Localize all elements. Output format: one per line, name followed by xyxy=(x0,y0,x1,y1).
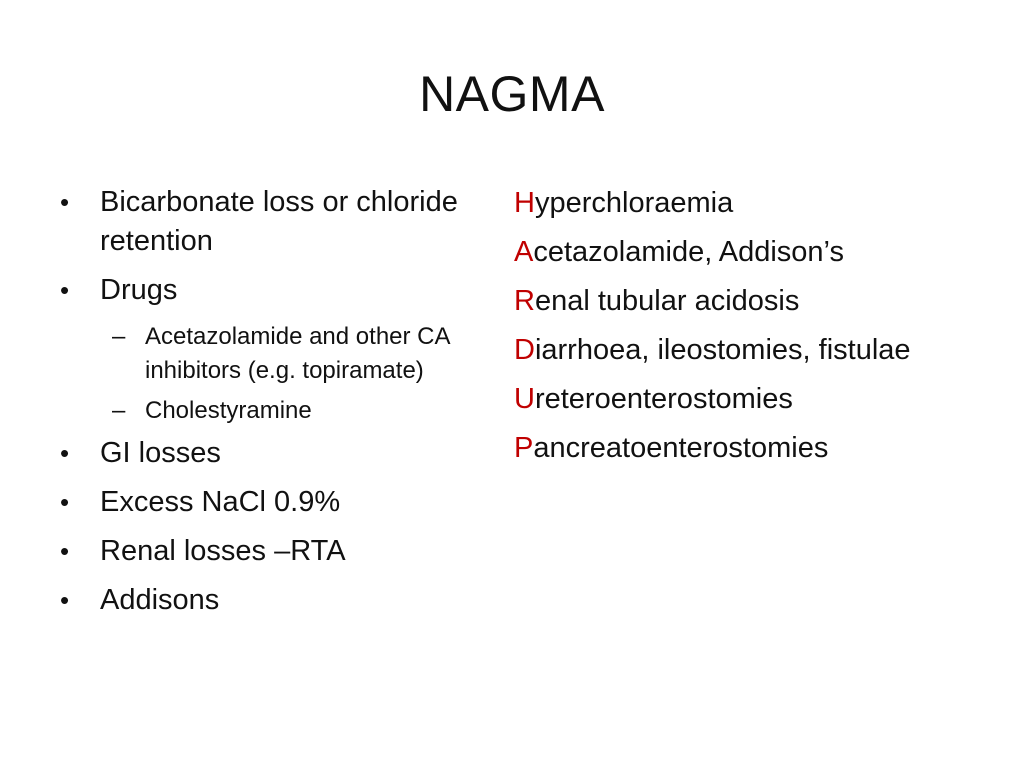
bullet-marker: • xyxy=(60,585,70,615)
mnemonic-text: yperchloraemia xyxy=(534,187,734,219)
mnemonic-letter: U xyxy=(514,383,535,415)
mnemonic-letter: A xyxy=(514,236,534,268)
mnemonic-letter: H xyxy=(514,187,535,219)
sub-bullet-text: Cholestyramine xyxy=(145,397,312,424)
mnemonic-text: cetazolamide, Addison’s xyxy=(533,236,844,268)
mnemonic-list xyxy=(514,183,1014,477)
mnemonic-line xyxy=(514,232,1014,272)
bullet-item xyxy=(56,271,476,310)
mnemonic-text: reteroenterostomies xyxy=(534,383,793,415)
sub-bullet-item xyxy=(56,320,476,388)
bullet-marker: • xyxy=(60,438,70,468)
mnemonic-letter: R xyxy=(514,285,535,317)
bullet-item xyxy=(56,434,476,473)
mnemonic-line xyxy=(514,330,1014,370)
left-bullet-list xyxy=(56,183,476,630)
bullet-marker: • xyxy=(60,187,70,217)
bullet-text: Drugs xyxy=(100,274,178,306)
sub-bullet-item xyxy=(56,394,476,428)
mnemonic-text: enal tubular acidosis xyxy=(534,285,800,317)
bullet-item xyxy=(56,183,476,261)
bullet-text: Addisons xyxy=(100,584,220,616)
mnemonic-line xyxy=(514,183,1014,223)
bullet-marker: • xyxy=(60,487,70,517)
slide-title: NAGMA xyxy=(419,66,605,122)
bullet-item xyxy=(56,532,476,571)
sub-bullet-text: Acetazolamide and other CA inhibitors (e.g. topiramate) xyxy=(145,323,450,384)
bullet-text: Renal losses –RTA xyxy=(100,535,346,567)
bullet-text: Bicarbonate loss or chloride retention xyxy=(100,186,458,257)
bullet-item xyxy=(56,581,476,620)
mnemonic-line xyxy=(514,281,1014,321)
bullet-text: GI losses xyxy=(100,437,221,469)
mnemonic-letter: P xyxy=(514,432,534,464)
mnemonic-letter: D xyxy=(514,334,535,366)
bullet-marker: • xyxy=(60,275,70,305)
mnemonic-text: ancreatoenterostomies xyxy=(533,432,829,464)
bullet-marker: • xyxy=(60,536,70,566)
mnemonic-line xyxy=(514,379,1014,419)
bullet-item xyxy=(56,483,476,522)
mnemonic-line xyxy=(514,428,1014,468)
dash-marker: – xyxy=(112,397,126,424)
bullet-text: Excess NaCl 0.9% xyxy=(100,486,341,518)
dash-marker: – xyxy=(112,323,126,350)
mnemonic-text: iarrhoea, ileostomies, fistulae xyxy=(534,334,911,366)
